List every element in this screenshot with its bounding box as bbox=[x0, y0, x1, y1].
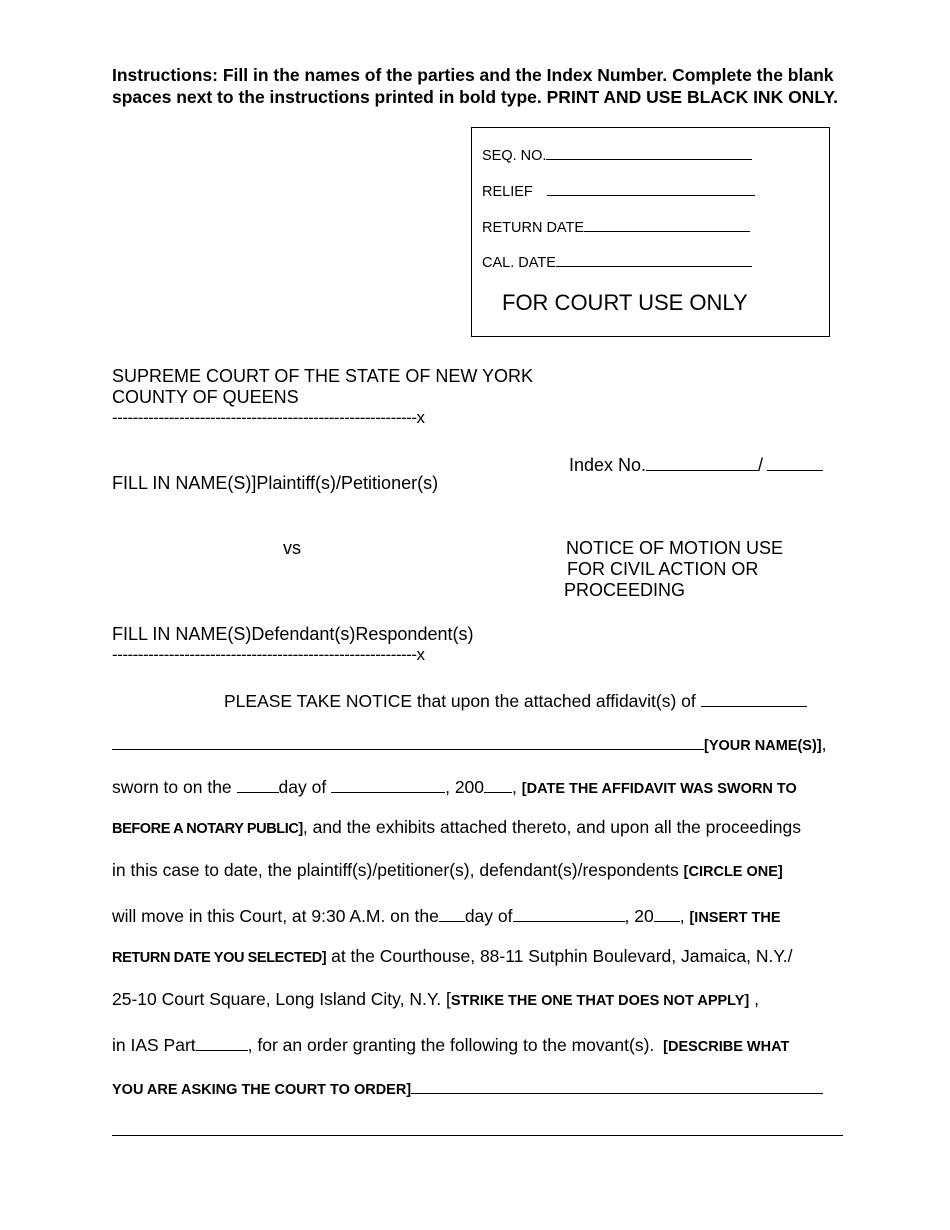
document-title-line3: PROCEEDING bbox=[564, 580, 686, 600]
body-line-9 bbox=[112, 1032, 789, 1056]
body-line-2 bbox=[112, 731, 826, 755]
seq-no-label: SEQ. NO. bbox=[482, 148, 547, 164]
ias-part-field[interactable] bbox=[196, 1032, 248, 1051]
versus: vs bbox=[283, 538, 301, 558]
asking-court-instruction: YOU ARE ASKING THE COURT TO ORDER] bbox=[112, 1082, 412, 1098]
sworn-year-field[interactable] bbox=[484, 774, 512, 793]
body-line-5 bbox=[112, 860, 783, 881]
court-use-box bbox=[471, 127, 830, 337]
relief-field[interactable] bbox=[547, 181, 755, 196]
strike-instruction: STRIKE THE ONE THAT DOES NOT APPLY] bbox=[450, 993, 750, 1009]
sworn-text: sworn to on the bbox=[112, 777, 232, 797]
order-text: , for an order granting the following to the movant(s). bbox=[247, 1035, 655, 1055]
defendant-line: FILL IN NAME(S)Defendant(s)Respondent(s) bbox=[112, 624, 474, 644]
cal-date-row bbox=[482, 252, 752, 271]
seq-no-row bbox=[482, 145, 752, 164]
return-date-field[interactable] bbox=[584, 217, 750, 232]
cal-date-label: CAL. DATE bbox=[482, 255, 556, 271]
long-island-address: 25-10 Court Square, Long Island City, N.Y. [ bbox=[112, 989, 451, 1009]
year-prefix: , 20 bbox=[624, 906, 654, 926]
comma: , bbox=[821, 734, 827, 754]
date-sworn-instruction: [DATE THE AFFIDAVIT WAS SWORN TO bbox=[521, 781, 797, 797]
year-prefix: , 200 bbox=[445, 777, 485, 797]
notary-instruction: BEFORE A NOTARY PUBLIC] bbox=[112, 821, 303, 837]
return-date-label: RETURN DATE bbox=[482, 220, 585, 236]
affiant-name-field[interactable] bbox=[701, 688, 807, 707]
cal-date-field[interactable] bbox=[556, 252, 752, 267]
circle-one-instruction: [CIRCLE ONE] bbox=[683, 864, 783, 880]
caption-separator-top: -----------------------------------------------------------x bbox=[112, 408, 425, 427]
document-title-line2: FOR CIVIL ACTION OR bbox=[567, 559, 759, 579]
day-of-text: day of bbox=[278, 777, 327, 797]
body-line-8 bbox=[112, 989, 759, 1010]
return-year-field[interactable] bbox=[654, 903, 680, 922]
body-line-7 bbox=[112, 946, 793, 967]
relief-label: RELIEF bbox=[482, 184, 533, 200]
body-line-10 bbox=[112, 1075, 823, 1099]
index-year-field[interactable] bbox=[767, 452, 823, 471]
body-line-6 bbox=[112, 903, 781, 927]
caption-separator-bottom: -----------------------------------------------------------x bbox=[112, 645, 425, 664]
parties-text: in this case to date, the plaintiff(s)/petitioner(s), defendant(s)/respondents bbox=[112, 860, 679, 880]
index-number-field[interactable] bbox=[646, 452, 758, 471]
exhibits-text: , and the exhibits attached thereto, and upon all the proceedings bbox=[302, 817, 801, 837]
return-date-instruction: [INSERT THE bbox=[689, 910, 781, 926]
body-line-3 bbox=[112, 774, 797, 798]
court-use-footer: FOR COURT USE ONLY bbox=[502, 290, 748, 315]
comma: , bbox=[749, 989, 759, 1009]
court-name: SUPREME COURT OF THE STATE OF NEW YORK bbox=[112, 366, 534, 386]
courthouse-address: at the Courthouse, 88-11 Sutphin Boulevard, Jamaica, N.Y./ bbox=[326, 946, 793, 966]
plaintiff-line: FILL IN NAME(S)]Plaintiff(s)/Petitioner(s) bbox=[112, 473, 439, 493]
describe-instruction: [DESCRIBE WHAT bbox=[663, 1039, 790, 1055]
relief-continuation-line[interactable] bbox=[112, 1135, 843, 1136]
seq-no-field[interactable] bbox=[546, 145, 752, 160]
return-day-field[interactable] bbox=[439, 903, 465, 922]
relief-requested-field[interactable] bbox=[411, 1075, 823, 1094]
return-month-field[interactable] bbox=[513, 903, 625, 922]
return-date-selected-instruction: RETURN DATE YOU SELECTED] bbox=[112, 950, 327, 966]
instructions: Instructions: Fill in the names of the parties and the Index Number. Complete the blank spaces next to the instructions printed in bold type. PRINT AND USE BLACK INK ONLY. bbox=[112, 65, 839, 107]
day-of-text: day of bbox=[464, 906, 513, 926]
return-date-row bbox=[482, 217, 750, 236]
sworn-day-field[interactable] bbox=[237, 774, 279, 793]
document-title-line1: NOTICE OF MOTION USE bbox=[566, 538, 784, 558]
county-name: COUNTY OF QUEENS bbox=[112, 387, 299, 407]
sworn-month-field[interactable] bbox=[331, 774, 445, 793]
notice-text: PLEASE TAKE NOTICE that upon the attached affidavit(s) of bbox=[224, 691, 696, 711]
comma: , bbox=[679, 906, 685, 926]
your-names-field[interactable] bbox=[112, 731, 704, 750]
your-names-instruction: [YOUR NAME(S)] bbox=[704, 738, 822, 754]
index-label: Index No. bbox=[569, 455, 647, 475]
relief-row bbox=[482, 181, 755, 200]
index-number bbox=[569, 452, 823, 476]
index-slash: / bbox=[758, 455, 764, 475]
body-line-1 bbox=[224, 688, 807, 712]
ias-part-text: in IAS Part bbox=[112, 1035, 196, 1055]
will-move-text: will move in this Court, at 9:30 A.M. on the bbox=[112, 906, 439, 926]
comma: , bbox=[512, 777, 517, 797]
body-line-4 bbox=[112, 817, 801, 838]
